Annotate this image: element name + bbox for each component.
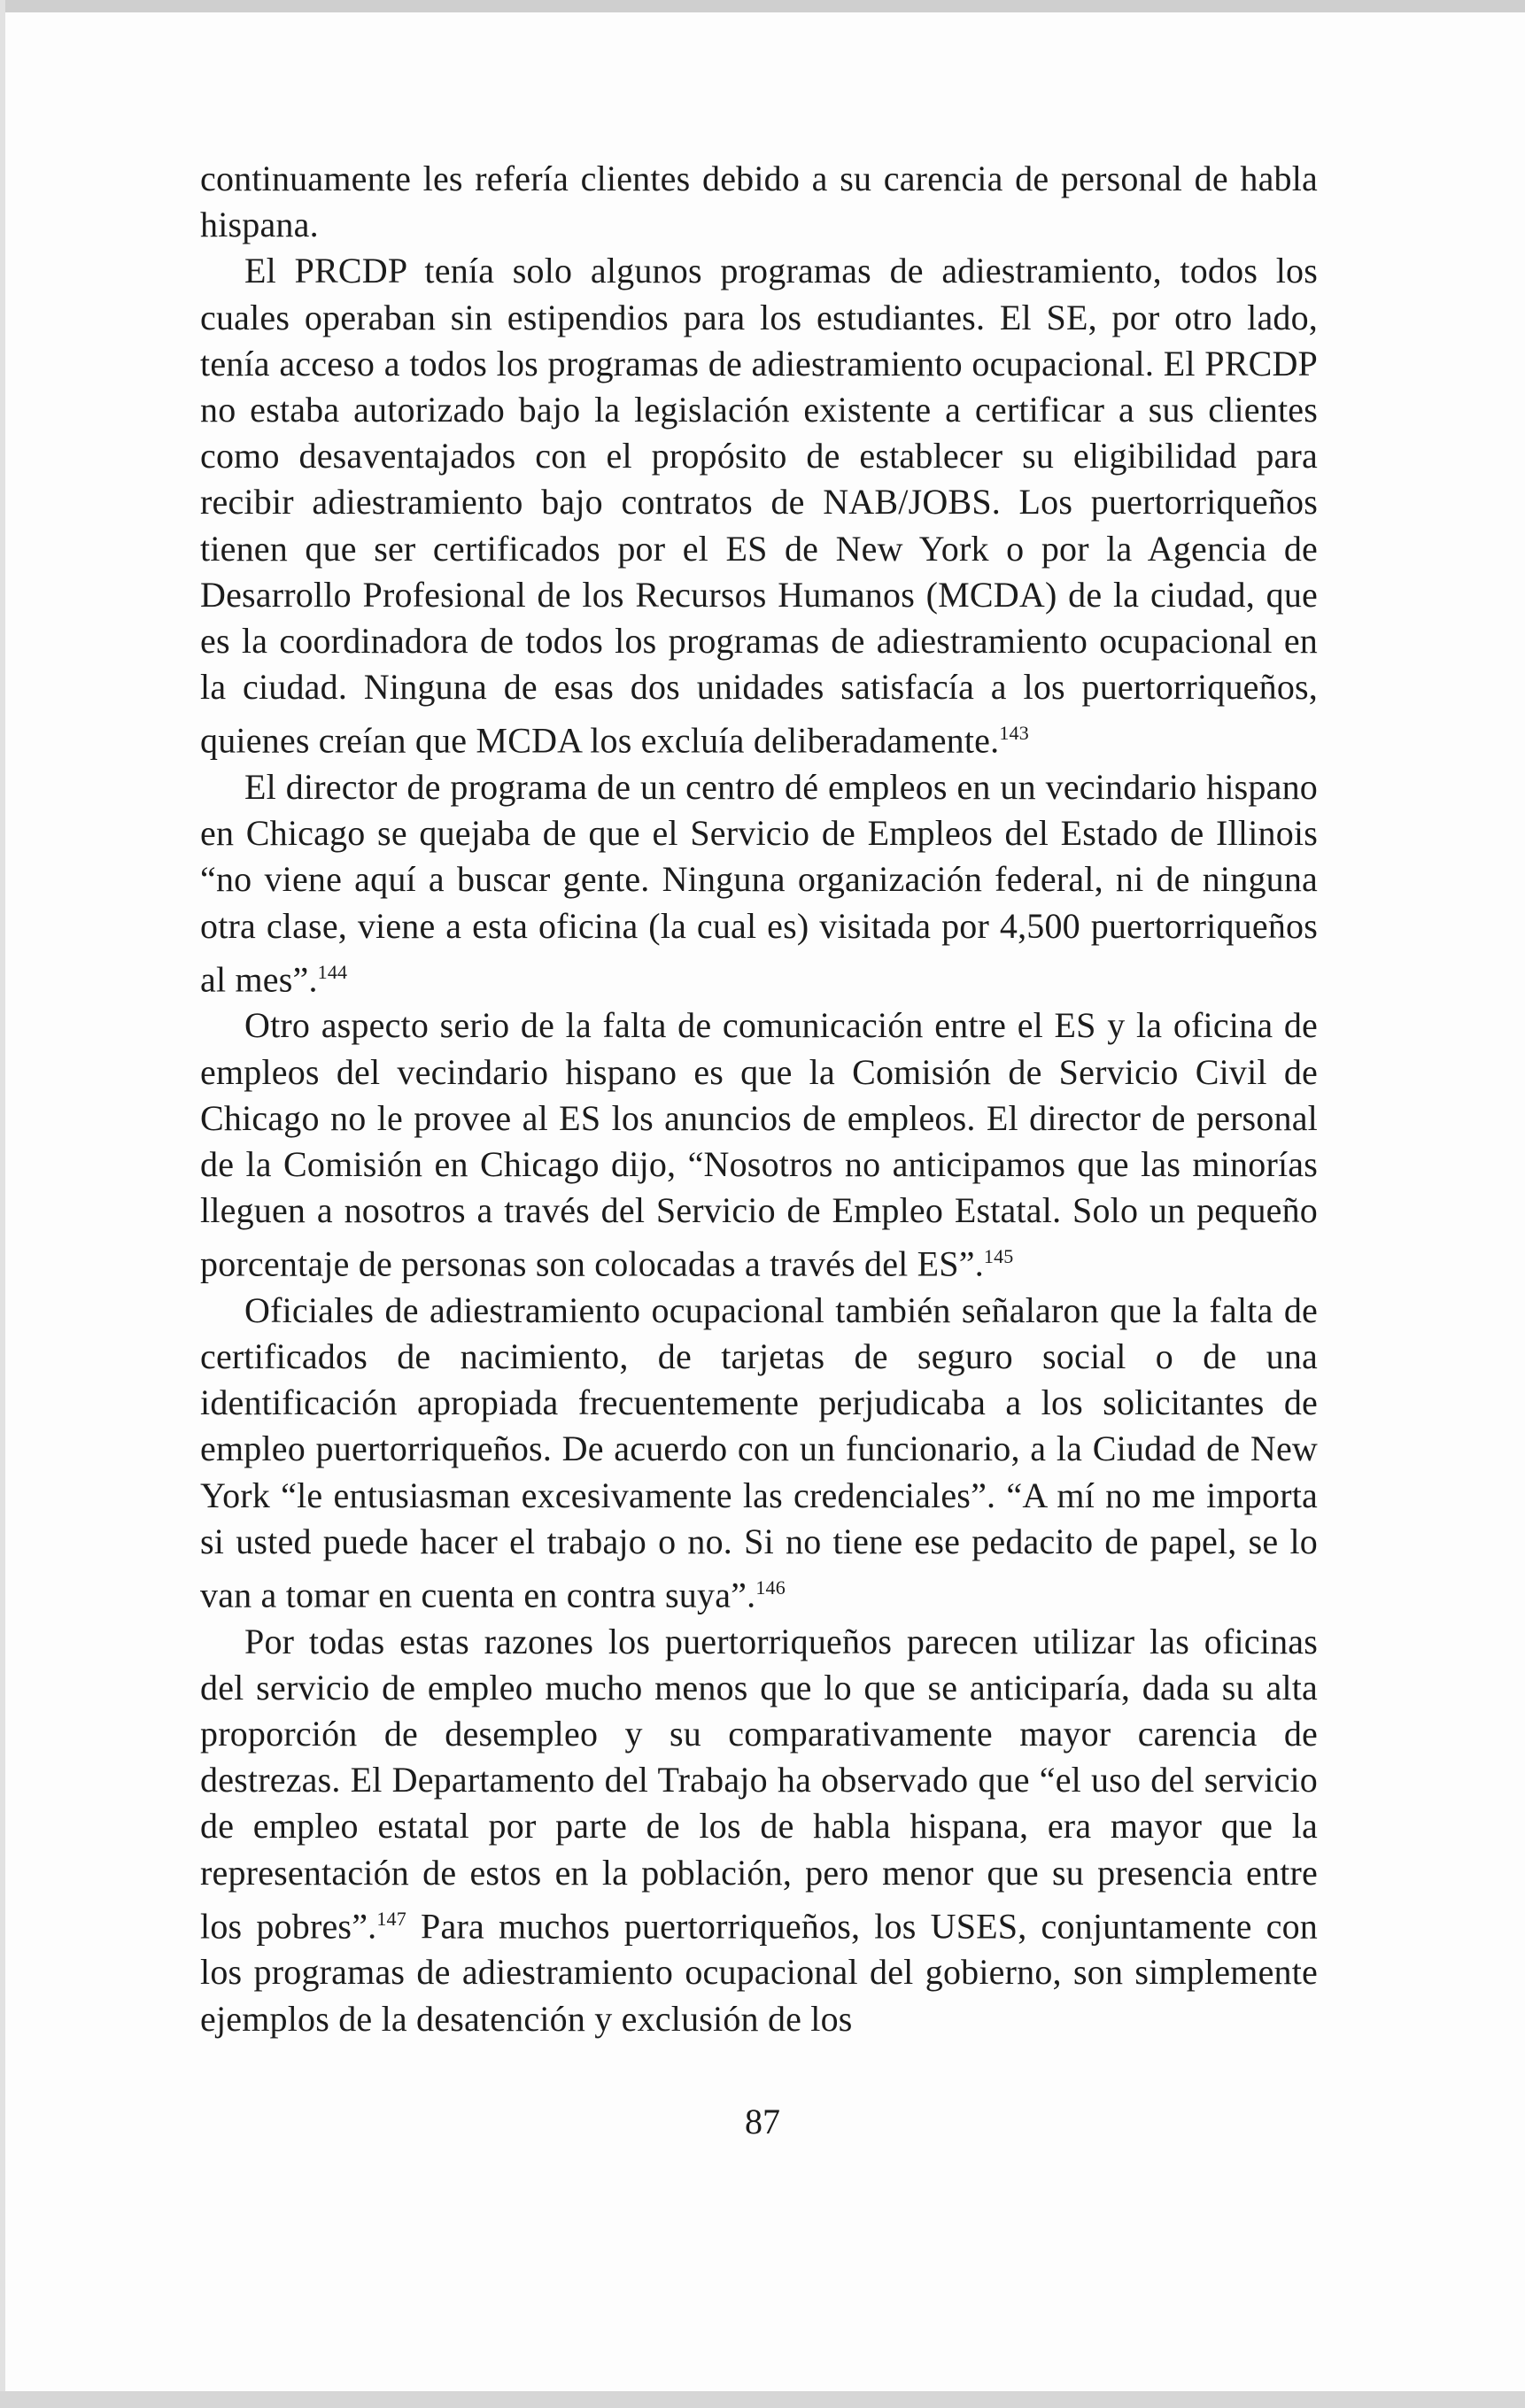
footnote-ref: 147 <box>376 1907 406 1930</box>
paragraph: Otro aspecto serio de la falta de comunicación entre el ES y la oficina de empleos del vecindario hispano es que la Comisión de Servicio Civil de Chicago no le provee al ES los anuncios de empleos. El director de personal de la Comisión en Chicago dijo, “Nosotros no anticipamos que las minorías lleguen a nosotros a través del Servicio de Empleo Estatal. Solo un pequeño porcentaje de personas son colocadas a través del ES”.$^{145}$ <box>200 1005 1318 1284</box>
paragraph: Por todas estas razones los puertorriqueños parecen utilizar las oficinas del servicio de empleo mucho menos que lo que se anticiparía, dada su alta proporción de desempleo y su comparativamente mayor carencia de destrezas. El Departamento del Trabajo ha observado que “el uso del servicio de empleo estatal por parte de los de habla hispana, era mayor que la representación de estos en la población, pero menor que su presencia entre los pobres”.$^{147}$ Para muchos puertorriqueños, los USES, conjuntamente con los programas de adiestramiento ocupacional del gobierno, son simplemente ejemplos de la desatención y exclusión de los <box>200 1621 1318 2039</box>
body-text <box>200 156 1318 2042</box>
footnote-ref: 146 <box>755 1576 786 1599</box>
footnote-ref: 144 <box>317 960 348 983</box>
page-number: 87 <box>745 2102 780 2141</box>
paragraph-continuation: continuamente les refería clientes debido a su carencia de personal de habla hispana. <box>200 159 1318 245</box>
paragraph: Oficiales de adiestramiento ocupacional también señalaron que la falta de certificados de nacimiento, de tarjetas de seguro social o de una identificación apropiada frecuentemente perjudicaba a los solicitantes de empleo puertorriqueños. De acuerdo con un funcionario, a la Ciudad de New York “le entusiasman excesivamente las credenciales”. “A mí no me importa si usted puede hacer el trabajo o no. Si no tiene ese pedacito de papel, se lo van a tomar en cuenta en contra suya”.$^{146}$ <box>200 1289 1318 1615</box>
footnote-ref: 143 <box>999 722 1029 745</box>
footnote-ref: 145 <box>983 1245 1014 1268</box>
paragraph: El PRCDP tenía solo algunos programas de adiestramiento, todos los cuales operaban sin estipendios para los estudiantes. El SE, por otro lado, tenía acceso a todos los programas de adiestramiento ocupacional. El PRCDP no estaba autorizado bajo la legislación existente a certificar a sus clientes como desaventajados con el propósito de establecer su eligibilidad para recibir adiestramiento bajo contratos de NAB/JOBS. Los puertorriqueños tienen que ser certificados por el ES de New York o por la Agencia de Desarrollo Profesional de los Recursos Humanos (MCDA) de la ciudad, que es la coordinadora de todos los programas de adiestramiento ocupacional en la ciudad. Ninguna de esas dos unidades satisfacía a los puertorriqueños, quienes creían que MCDA los excluía deliberadamente.$^{143}$ <box>200 251 1318 761</box>
paragraph: El director de programa de un centro dé empleos en un vecindario hispano en Chicago se quejaba de que el Servicio de Empleos del Estado de Illinois “no viene aquí a buscar gente. Ninguna organización federal, ni de ninguna otra clase, viene a esta oficina (la cual es) visitada por 4,500 puertorriqueños al mes”.$^{144}$ <box>200 766 1318 1000</box>
